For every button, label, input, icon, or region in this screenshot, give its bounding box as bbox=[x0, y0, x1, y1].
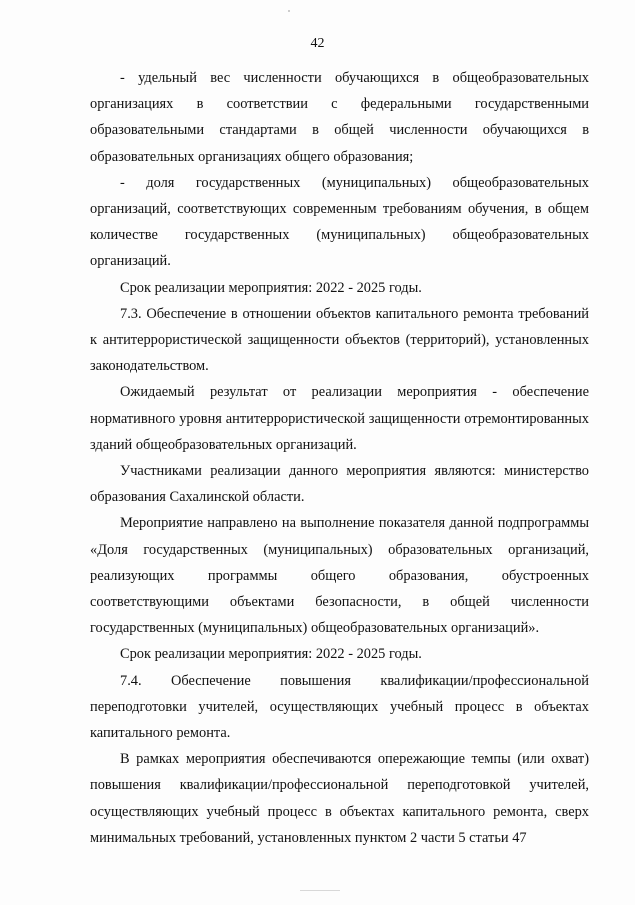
scan-speck bbox=[300, 890, 340, 891]
paragraph-indicator: Мероприятие направлено на выполнение показателя данной подпрограммы «Доля государственных (муниципальных) образовательных организаций, реализующих программы общего образования, обустроенных соответствующими объектами безопасности, в общей численности государственных (муниципальных) общеобразовательных организаций». bbox=[90, 515, 589, 637]
paragraph-section-7-4: 7.4. Обеспечение повышения квалификации/профессиональной переподготовки учителей, осуществляющих учебный процесс в объектах капитального ремонта. bbox=[90, 672, 589, 742]
paragraph-implementation-period-2: Срок реализации мероприятия: 2022 - 2025 годы. bbox=[120, 646, 422, 663]
scan-speck bbox=[288, 10, 290, 12]
paragraph-implementation-period: Срок реализации мероприятия: 2022 - 2025 годы. bbox=[120, 279, 422, 296]
paragraph-expected-result: Ожидаемый результат от реализации мероприятия - обеспечение нормативного уровня антитеррористической защищенности отремонтированных зданий общеобразовательных организаций. bbox=[90, 384, 589, 453]
paragraph-share-of-organizations: - доля государственных (муниципальных) общеобразовательных организаций, соответствующих современным требованиям обучения, в общем количестве государственных (муниципальных) общеобразовательных организаций. bbox=[90, 174, 589, 270]
paragraph-section-7-3: 7.3. Обеспечение в отношении объектов капитального ремонта требований к антитеррористической защищенности объектов (территорий), установленных законодательством. bbox=[90, 305, 589, 375]
paragraph-participants: Участниками реализации данного мероприятия являются: министерство образования Сахалинской области. bbox=[90, 463, 589, 506]
paragraph-advanced-training: В рамках мероприятия обеспечиваются опережающие темпы (или охват) повышения квалификации/профессиональной переподготовкой учителей, осуществляющих учебный процесс в объектах капитального ремонта, сверх минимальных требований, установленных пунктом 2 части 5 статьи 47 bbox=[90, 751, 589, 846]
document-body bbox=[90, 65, 589, 851]
paragraph-share-of-students: - удельный вес численности обучающихся в общеобразовательных организациях в соответствии с федеральными государственными образовательными стандартами в общей численности обучающихся в образовательных организациях общего образования; bbox=[90, 70, 589, 165]
page-number: 42 bbox=[310, 36, 325, 51]
